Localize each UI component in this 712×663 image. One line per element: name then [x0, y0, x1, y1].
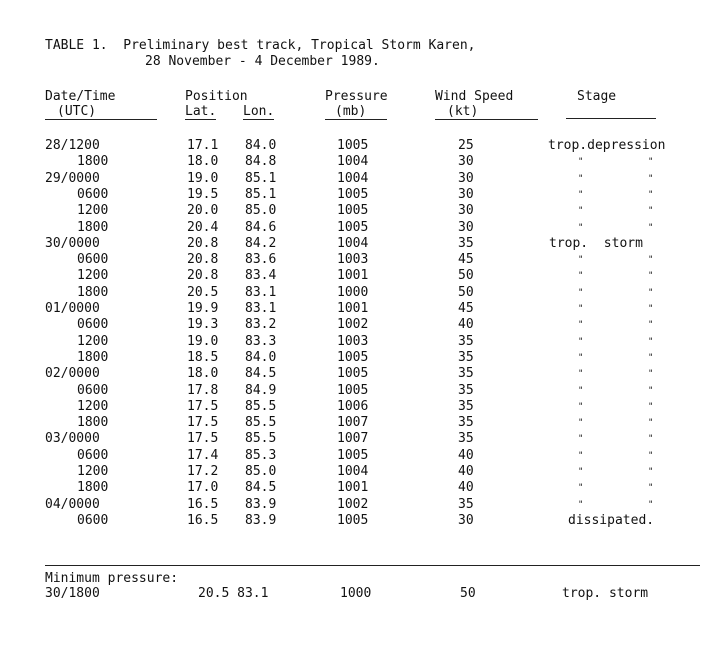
date-cell: 1200 — [77, 464, 109, 479]
ditto-mark: " — [578, 206, 584, 217]
ditto-mark: " — [648, 499, 654, 510]
date-cell: 29/0000 — [45, 170, 100, 186]
ditto-mark: " — [648, 304, 654, 314]
wind-speed-cell: 50 — [458, 284, 474, 300]
ditto-mark: " — [578, 467, 584, 477]
pressure-cell: 1005 — [337, 203, 369, 219]
wind-speed-cell: 30 — [458, 219, 474, 235]
wind-speed-cell: 25 — [458, 138, 474, 153]
date-cell: 1200 — [77, 333, 109, 349]
ditto-mark: " — [648, 467, 654, 477]
ditto-mark: " — [648, 271, 654, 282]
table-row — [0, 154, 712, 170]
table-row — [0, 334, 712, 350]
table-row — [0, 301, 712, 317]
lon-cell: 85.5 — [245, 431, 277, 447]
date-cell: 28/1200 — [45, 138, 100, 153]
ditto-mark: " — [648, 434, 654, 445]
wind-speed-cell: 45 — [458, 301, 474, 316]
ditto-mark: " — [578, 157, 584, 168]
lat-cell: 20.8 — [187, 252, 219, 268]
wind-speed-cell: 35 — [458, 398, 474, 414]
lon-cell: 84.0 — [245, 349, 277, 365]
header-wind-speed: Wind Speed — [435, 89, 514, 104]
table-title-line2: 28 November - 4 December 1989. — [145, 54, 380, 69]
stage-cell: trop.depression — [548, 138, 666, 153]
ditto-mark: " — [648, 173, 654, 184]
date-cell: 1200 — [77, 203, 109, 219]
date-cell: 1200 — [77, 398, 109, 414]
lat-cell: 17.0 — [187, 480, 219, 496]
pressure-cell: 1005 — [337, 349, 369, 365]
pressure-cell: 1004 — [337, 154, 369, 170]
table-row — [0, 366, 712, 382]
header-lat: Lat. — [185, 104, 217, 119]
date-cell: 0600 — [77, 382, 109, 398]
pressure-cell: 1004 — [337, 464, 369, 479]
ditto-mark: " — [648, 418, 654, 429]
ditto-mark: " — [648, 287, 654, 298]
footer-divider — [45, 565, 700, 566]
date-cell: 0600 — [77, 252, 109, 268]
minimum-wind: 50 — [460, 586, 476, 601]
lat-cell: 17.5 — [187, 415, 219, 431]
lon-cell: 83.9 — [245, 512, 277, 528]
lon-cell: 83.1 — [245, 284, 277, 300]
table-row — [0, 138, 712, 154]
lon-cell: 84.0 — [245, 138, 277, 153]
lat-cell: 18.5 — [187, 349, 219, 365]
wind-speed-cell: 30 — [458, 512, 474, 528]
table-row — [0, 187, 712, 203]
header-date: Date/Time — [45, 89, 116, 104]
table-row — [0, 350, 712, 366]
wind-speed-cell: 30 — [458, 170, 474, 186]
lon-cell: 84.2 — [245, 235, 277, 251]
ditto-mark: " — [578, 434, 584, 445]
minimum-stage: trop. storm — [562, 586, 649, 601]
date-cell: 1800 — [77, 349, 109, 365]
lon-cell: 83.1 — [245, 301, 277, 316]
pressure-cell: 1004 — [337, 170, 369, 186]
ditto-mark: " — [648, 352, 654, 363]
date-cell: 0600 — [77, 186, 109, 202]
table-row — [0, 415, 712, 431]
wind-speed-cell: 40 — [458, 480, 474, 496]
table-row — [0, 203, 712, 219]
date-cell: 02/0000 — [45, 366, 100, 382]
ditto-mark: " — [578, 255, 584, 266]
table-row — [0, 497, 712, 513]
lon-cell: 85.5 — [245, 415, 277, 431]
pressure-cell: 1000 — [337, 284, 369, 300]
table-row — [0, 399, 712, 415]
lat-cell: 18.0 — [187, 154, 219, 170]
lon-cell: 85.0 — [245, 203, 277, 219]
lat-cell: 17.5 — [187, 398, 219, 414]
lon-cell: 84.9 — [245, 382, 277, 398]
pressure-cell: 1003 — [337, 252, 369, 268]
ditto-mark: " — [578, 385, 584, 396]
lon-cell: 85.5 — [245, 398, 277, 414]
ditto-mark: " — [578, 320, 584, 331]
date-cell: 1800 — [77, 284, 109, 300]
ditto-mark: " — [648, 222, 654, 233]
pressure-cell: 1005 — [337, 138, 369, 153]
wind-speed-cell: 35 — [458, 333, 474, 349]
ditto-mark: " — [648, 369, 654, 380]
date-cell: 0600 — [77, 512, 109, 528]
wind-speed-cell: 30 — [458, 186, 474, 202]
minimum-date: 30/1800 — [45, 586, 100, 601]
ditto-mark: " — [578, 401, 584, 412]
date-cell: 0600 — [77, 447, 109, 463]
ditto-mark: " — [578, 173, 584, 184]
minimum-position: 20.5 83.1 — [198, 586, 269, 601]
lat-cell: 17.5 — [187, 431, 219, 447]
wind-speed-cell: 40 — [458, 464, 474, 479]
ditto-mark: " — [648, 255, 654, 266]
table-row — [0, 268, 712, 284]
date-cell: 1800 — [77, 480, 109, 496]
lat-cell: 19.0 — [187, 333, 219, 349]
ditto-mark: " — [578, 483, 584, 494]
lon-cell: 83.4 — [245, 268, 277, 284]
ditto-mark: " — [578, 352, 584, 363]
table-row — [0, 383, 712, 399]
ditto-mark: " — [648, 483, 654, 494]
table-row — [0, 236, 712, 252]
pressure-cell: 1005 — [337, 447, 369, 463]
date-cell: 30/0000 — [45, 235, 100, 251]
stage-cell: dissipated. — [568, 512, 655, 528]
lon-cell: 84.5 — [245, 480, 277, 496]
minimum-pressure-value: 1000 — [340, 586, 372, 601]
lat-cell: 19.0 — [187, 170, 219, 186]
header-position: Position — [185, 89, 248, 104]
wind-speed-cell: 30 — [458, 154, 474, 170]
pressure-cell: 1003 — [337, 333, 369, 349]
header-stage: Stage — [577, 89, 617, 104]
lat-cell: 17.1 — [187, 138, 219, 153]
pressure-cell: 1002 — [337, 317, 369, 333]
ditto-mark: " — [578, 222, 584, 233]
header-lon: Lon. — [243, 104, 275, 119]
ditto-mark: " — [648, 385, 654, 396]
ditto-mark: " — [648, 206, 654, 217]
table-row — [0, 448, 712, 464]
wind-speed-cell: 40 — [458, 447, 474, 463]
table-row — [0, 220, 712, 236]
table-row — [0, 464, 712, 480]
lat-cell: 17.2 — [187, 464, 219, 479]
ditto-mark: " — [578, 271, 584, 282]
table-row — [0, 317, 712, 333]
table-row — [0, 285, 712, 301]
table-row — [0, 431, 712, 447]
date-cell: 01/0000 — [45, 301, 100, 316]
lat-cell: 17.8 — [187, 382, 219, 398]
header-wind-unit: (kt) — [435, 104, 538, 120]
pressure-cell: 1006 — [337, 398, 369, 414]
table-title-line1: TABLE 1. Preliminary best track, Tropical Storm Karen, — [45, 38, 476, 53]
table-row — [0, 171, 712, 187]
ditto-mark: " — [578, 499, 584, 510]
header-pressure: Pressure — [325, 89, 388, 104]
lat-cell: 18.0 — [187, 366, 219, 382]
lon-cell: 83.3 — [245, 333, 277, 349]
pressure-cell: 1005 — [337, 219, 369, 235]
lat-cell: 17.4 — [187, 447, 219, 463]
lat-cell: 20.4 — [187, 219, 219, 235]
wind-speed-cell: 35 — [458, 431, 474, 447]
lat-cell: 20.0 — [187, 203, 219, 219]
wind-speed-cell: 35 — [458, 496, 474, 512]
pressure-cell: 1005 — [337, 512, 369, 528]
pressure-cell: 1001 — [337, 268, 369, 284]
date-cell: 1800 — [77, 415, 109, 431]
header-stage-rule — [566, 118, 656, 119]
minimum-pressure-label: Minimum pressure: — [45, 571, 179, 586]
ditto-mark: " — [578, 450, 584, 461]
header-pressure-unit: (mb) — [325, 104, 387, 120]
lon-cell: 85.3 — [245, 447, 277, 463]
lon-cell: 83.2 — [245, 317, 277, 333]
ditto-mark: " — [648, 320, 654, 331]
ditto-mark: " — [648, 157, 654, 168]
wind-speed-cell: 45 — [458, 252, 474, 268]
ditto-mark: " — [648, 189, 654, 200]
pressure-cell: 1007 — [337, 415, 369, 431]
wind-speed-cell: 35 — [458, 366, 474, 382]
lat-cell: 16.5 — [187, 512, 219, 528]
table-row — [0, 480, 712, 496]
lat-cell: 20.5 — [187, 284, 219, 300]
lat-cell: 20.8 — [187, 268, 219, 284]
wind-speed-cell: 50 — [458, 268, 474, 284]
ditto-mark: " — [578, 304, 584, 314]
date-cell: 1800 — [77, 219, 109, 235]
pressure-cell: 1001 — [337, 301, 369, 316]
wind-speed-cell: 35 — [458, 349, 474, 365]
stage-cell: trop. storm — [549, 235, 643, 251]
ditto-mark: " — [578, 287, 584, 298]
lon-cell: 84.6 — [245, 219, 277, 235]
lon-cell: 85.0 — [245, 464, 277, 479]
ditto-mark: " — [648, 336, 654, 347]
ditto-mark: " — [648, 450, 654, 461]
pressure-cell: 1005 — [337, 186, 369, 202]
lat-cell: 20.8 — [187, 235, 219, 251]
lon-cell: 83.9 — [245, 496, 277, 512]
header-date-unit: (UTC) — [45, 104, 157, 120]
table-row — [0, 252, 712, 268]
lat-cell: 19.3 — [187, 317, 219, 333]
pressure-cell: 1005 — [337, 382, 369, 398]
ditto-mark: " — [648, 401, 654, 412]
wind-speed-cell: 35 — [458, 382, 474, 398]
pressure-cell: 1004 — [337, 235, 369, 251]
pressure-cell: 1001 — [337, 480, 369, 496]
ditto-mark: " — [578, 189, 584, 200]
lat-cell: 19.5 — [187, 186, 219, 202]
date-cell: 1800 — [77, 154, 109, 170]
date-cell: 1200 — [77, 268, 109, 284]
ditto-mark: " — [578, 418, 584, 429]
ditto-mark: " — [578, 369, 584, 380]
wind-speed-cell: 35 — [458, 415, 474, 431]
wind-speed-cell: 40 — [458, 317, 474, 333]
date-cell: 04/0000 — [45, 496, 100, 512]
date-cell: 03/0000 — [45, 431, 100, 447]
lon-cell: 85.1 — [245, 186, 277, 202]
pressure-cell: 1005 — [337, 366, 369, 382]
date-cell: 0600 — [77, 317, 109, 333]
lon-cell: 84.8 — [245, 154, 277, 170]
lon-cell: 85.1 — [245, 170, 277, 186]
wind-speed-cell: 35 — [458, 235, 474, 251]
wind-speed-cell: 30 — [458, 203, 474, 219]
lat-cell: 16.5 — [187, 496, 219, 512]
lon-cell: 83.6 — [245, 252, 277, 268]
pressure-cell: 1007 — [337, 431, 369, 447]
lat-cell: 19.9 — [187, 301, 219, 316]
ditto-mark: " — [578, 336, 584, 347]
pressure-cell: 1002 — [337, 496, 369, 512]
table-row — [0, 513, 712, 529]
lon-cell: 84.5 — [245, 366, 277, 382]
